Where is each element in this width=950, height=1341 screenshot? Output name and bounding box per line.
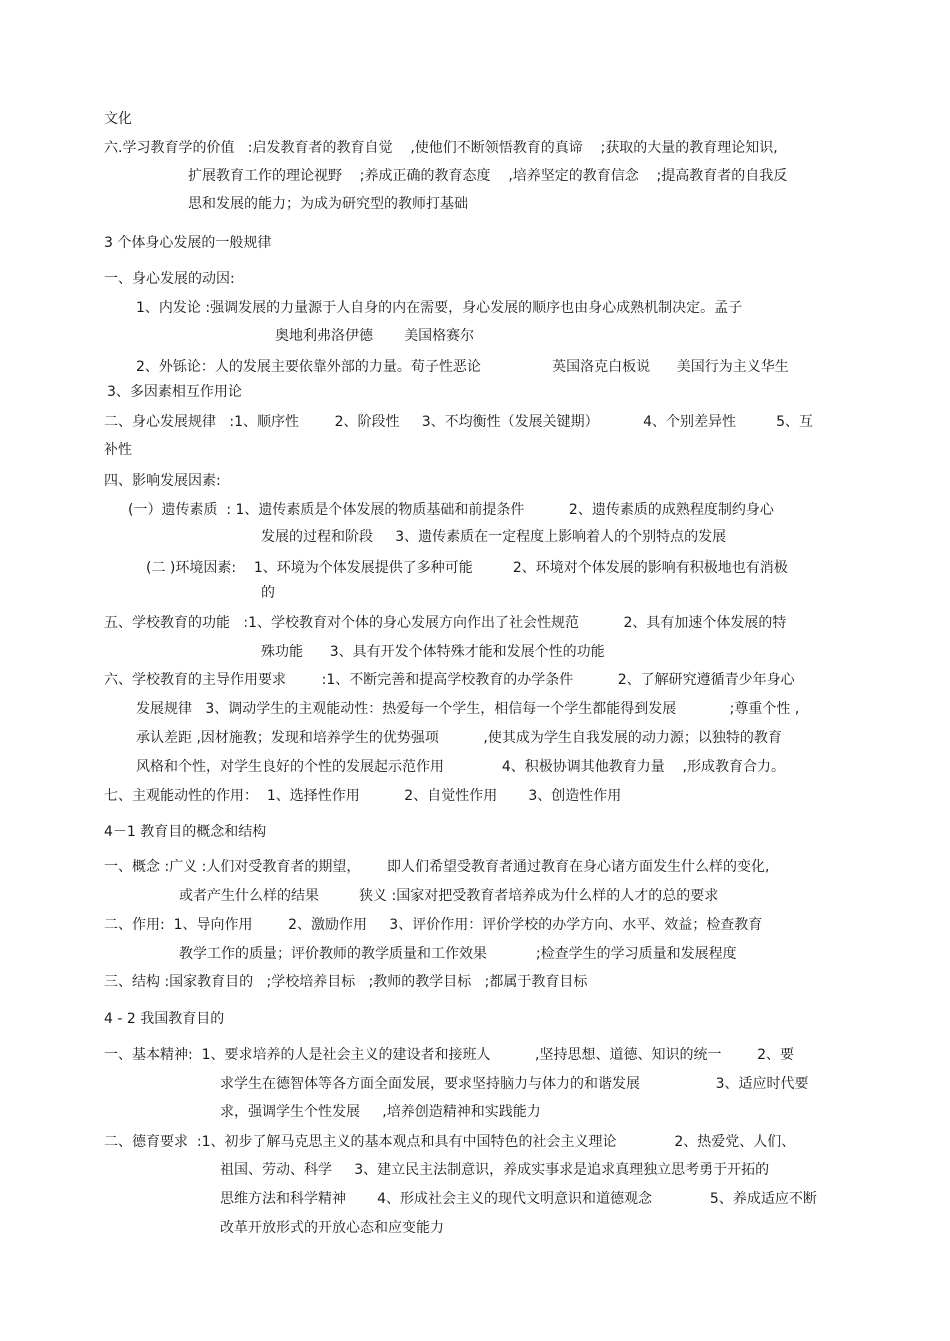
line-leading-4: 风格和个性，对学生良好的个性的发展起示范作用 4、积极协调其他教育力量 ,形成教育合力。 bbox=[136, 759, 786, 775]
line-moral-1: 二、德育要求 :1、初步了解马克思主义的基本观点和具有中国特色的社会主义理论 2、热爱党、人们、 bbox=[104, 1134, 796, 1150]
line-value-1: 六.学习教育学的价值 :启发教育者的教育自觉 ,使他们不断领悟教育的真谛 ;获取的大量的教育理论知识, bbox=[104, 140, 778, 156]
line-structure: 三、结构 :国家教育目的 ;学校培养目标 ;教师的教学目标 ;都属于教育目标 bbox=[104, 974, 588, 990]
line-environment-1: (二 )环境因素: 1、环境为个体发展提供了多种可能 2、环境对个体发展的影响有积极地也有消极 bbox=[146, 560, 788, 576]
line-spirit-2: 求学生在德智体等各方面全面发展，要求坚持脑力与体力的和谐发展 3、适应时代要 bbox=[220, 1076, 809, 1092]
line-moral-2: 祖国、劳动、科学 3、建立民主法制意识，养成实事求是追求真理独立思考勇于开拓的 bbox=[220, 1162, 770, 1178]
line-leading-3: 承认差距 ,因材施教；发现和培养学生的优势强项 ,使其成为学生自我发展的动力源；以独特的教育 bbox=[136, 730, 782, 746]
line-motives: 一、身心发展的动因: bbox=[104, 271, 235, 287]
line-function-1: 二、作用: 1、导向作用 2、激励作用 3、评价作用：评价学校的办学方向、水平、效益；检查教育 bbox=[104, 917, 763, 933]
line-wenhua: 文化 bbox=[104, 111, 132, 127]
line-leading-1: 六、学校教育的主导作用要求 :1、不断完善和提高学校教育的办学条件 2、了解研究遵循青少年身心 bbox=[104, 672, 795, 688]
line-external: 2、外铄论：人的发展主要依靠外部的力量。荀子性恶论 英国洛克白板说 美国行为主义华生 bbox=[136, 359, 789, 375]
line-internal-1: 1、内发论 :强调发展的力量源于人自身的内在需要，身心发展的顺序也由身心成熟机制决定。孟子 bbox=[136, 300, 743, 316]
section-heading-4-2: 4 - 2 我国教育目的 bbox=[104, 1011, 225, 1027]
line-spirit-3: 求，强调学生个性发展 ,培养创造精神和实践能力 bbox=[220, 1104, 541, 1120]
line-moral-3: 思维方法和科学精神 4、形成社会主义的现代文明意识和道德观念 5、养成适应不断 bbox=[220, 1191, 817, 1207]
line-value-3: 思和发展的能力；为成为研究型的教师打基础 bbox=[188, 196, 468, 212]
line-initiative: 七、主观能动性的作用： 1、选择性作用 2、自觉性作用 3、创造性作用 bbox=[104, 788, 622, 804]
line-school-1: 五、学校教育的功能 :1、学校教育对个体的身心发展方向作出了社会性规范 2、具有加速个体发展的特 bbox=[104, 615, 787, 631]
line-environment-2: 的 bbox=[261, 585, 275, 601]
line-concept-1: 一、概念 :广义 :人们对受教育者的期望， 即人们希望受教育者通过教育在身心诸方面发生什么样的变化, bbox=[104, 859, 770, 875]
line-laws-2: 补性 bbox=[104, 442, 132, 458]
line-heredity-1: (一）遗传素质 : 1、遗传素质是个体发展的物质基础和前提条件 2、遗传素质的成熟程度制约身心 bbox=[128, 502, 774, 518]
line-function-2: 教学工作的质量；评价教师的教学质量和工作效果 ;检查学生的学习质量和发展程度 bbox=[179, 946, 737, 962]
section-heading-3: 3 个体身心发展的一般规律 bbox=[104, 235, 272, 251]
line-spirit-1: 一、基本精神: 1、要求培养的人是社会主义的建设者和接班人 ,坚持思想、道德、知识的统一 2、要 bbox=[104, 1047, 794, 1063]
line-leading-2: 发展规律 3、调动学生的主观能动性：热爱每一个学生，相信每一个学生都能得到发展 ;尊重个性 , bbox=[136, 701, 800, 717]
line-heredity-2: 发展的过程和阶段 3、遗传素质在一定程度上影响着人的个别特点的发展 bbox=[261, 529, 727, 545]
line-laws-1: 二、身心发展规律 :1、顺序性 2、阶段性 3、不均衡性（发展关键期） 4、个别差异性 5、互 bbox=[104, 414, 814, 430]
line-concept-2: 或者产生什么样的结果 狭义 :国家对把受教育者培养成为什么样的人才的总的要求 bbox=[179, 888, 719, 904]
line-factors: 四、影响发展因素: bbox=[104, 473, 221, 489]
line-moral-4: 改革开放形式的开放心态和应变能力 bbox=[220, 1220, 444, 1236]
line-multifactor: 3、多因素相互作用论 bbox=[107, 384, 242, 400]
section-heading-4-1: 4－1 教育目的概念和结构 bbox=[104, 824, 267, 840]
line-school-2: 殊功能 3、具有开发个体特殊才能和发展个性的功能 bbox=[261, 644, 605, 660]
line-value-2: 扩展教育工作的理论视野 ;养成正确的教育态度 ,培养坚定的教育信念 ;提高教育者的自我反 bbox=[188, 168, 788, 184]
line-internal-2: 奥地利弗洛伊德 美国格赛尔 bbox=[275, 328, 475, 344]
